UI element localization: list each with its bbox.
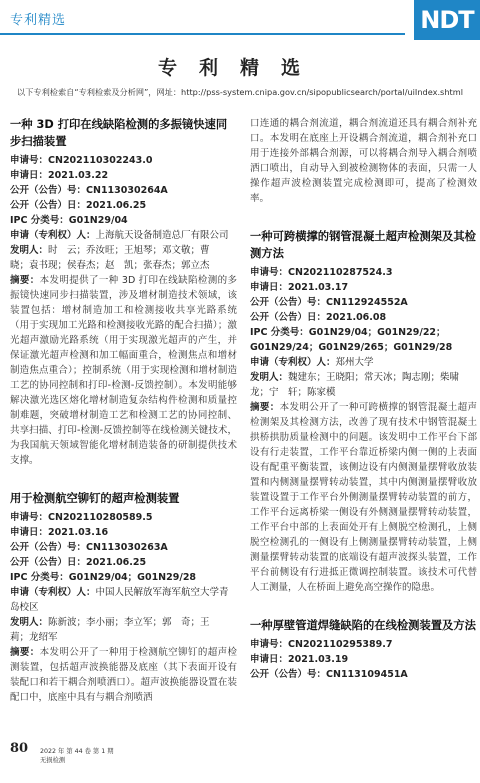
abstract-continuation: 口连通的耦合剂流道，耦合剂流道还具有耦合剂补充口。本发明在底座上开设耦合剂流道，耦合剂补充口用于连接外部耦合剂源，可以将耦合剂导入耦合剂喷洒口喷出，自动导入到被检测物体的表面，只需一人操作超声波检测装置完成检测即可，提高了检测效率。 [250,118,477,204]
patent-entry [10,116,237,468]
field-ipc: IPC 分类号：G01N29/04；G01N29/22；G01N29/24；G01N29/265；G01N29/28 [250,327,453,353]
patent-title: 一种 3D 打印在线缺陷检测的多振镜快速同步扫描装置 [10,118,228,148]
patent-entry [250,617,477,682]
field-publication-number: 公开（公告）号：CN113030263A [10,542,168,553]
source-note: 以下专利检索自“专利检索及分析网”，网址：http://pss-system.cnipa.gov.cn/sipopublicsearch/portal/uiIndex.shtml [17,87,463,97]
field-application-date: 申请日：2021.03.17 [250,282,349,293]
field-ipc: IPC 分类号：G01N29/04 [10,215,128,226]
field-application-number: 申请号：CN202110295389.7 [250,639,393,650]
left-column [10,116,237,727]
field-application-date: 申请日：2021.03.22 [10,170,109,181]
field-applicant: 申请（专利权）人：中国人民解放军海军航空大学青岛校区 [10,587,229,613]
patent-title: 一种厚壁管道焊缝缺陷的在线检测装置及方法 [250,619,476,632]
patent-title: 用于检测航空铆钉的超声检测装置 [10,492,180,505]
field-application-number: 申请号：CN202110302243.0 [10,155,153,166]
field-application-number: 申请号：CN202110287524.3 [250,267,393,278]
section-tag: 专利精选 [10,13,67,28]
field-publication-number: 公开（公告）号：CN112924552A [250,297,408,308]
field-application-number: 申请号：CN202110280589.5 [10,512,153,523]
patent-abstract: 摘要：本发明公开了一种用于检测航空铆钉的超声检测装置，包括超声波换能器及底座（其下表面开设有装配口和若干耦合剂喷洒口）。超声波换能器设置在装配口中，底座中具有与耦合剂喷洒 [10,647,237,703]
field-applicant: 申请（专利权）人：郑州大学 [250,357,374,368]
issue-line: 2022 年 第 44 卷 第 1 期 [40,748,114,755]
patent-title: 一种可跨横撑的钢管混凝土超声检测架及其检测方法 [250,230,476,260]
patent-entry [250,228,477,595]
field-publication-date: 公开（公告）日：2021.06.25 [10,557,147,568]
page-title: 专利精选 [157,57,322,79]
field-application-date: 申请日：2021.03.16 [10,527,109,538]
right-column [250,116,477,704]
field-applicant: 申请（专利权）人：上海航天设备制造总厂有限公司 [10,230,229,241]
field-inventors: 发明人：魏建东；王晓阳；常天冰；陶志刚；柴啸龙；宁 轩；陈家模 [250,372,460,398]
header-rule [0,33,405,35]
field-inventors: 发明人：时 云；乔汝旺；王旭琴；邓文敬；曹 晓；袁书现；侯春杰；赵 凯；张春杰；郭立杰 [10,245,220,271]
issue-info [40,747,114,765]
field-publication-date: 公开（公告）日：2021.06.25 [10,200,147,211]
field-publication-date: 公开（公告）日：2021.06.08 [250,312,387,323]
patent-entry [10,490,237,705]
field-application-date: 申请日：2021.03.19 [250,654,349,665]
patent-abstract: 摘要：本发明提供了一种 3D 打印在线缺陷检测的多振镜快速同步扫描装置，涉及增材制造技术领域，该装置包括：增材制造加工和检测接收共享光路系统（用于实现加工光路和检测接收光路的配合扫描）；激光超声激励光路系统（用于实现激光超声的产生，并保证激光超声检测和加工幅面重合，检测焦点和增材制造焦点重合）；控制系统（用于实现检测和增材制造工艺的协同控制和打印-检测-反馈控制）。本发明能够解决激光选区熔化增材制造复杂结构件检测和质量控制难题，突破增材制造工艺和检测工艺的协同控制、共享扫描、打印-检测-反馈控制等在线检测关键技术，为我国航天领域智能化增材制造装备的研制提供技术支撑。 [10,275,237,466]
patent-abstract: 摘要：本发明公开了一种可跨横撑的钢管混凝土超声检测架及其检测方法，改善了现有技术中钢管混凝土拱桥拱肋质量检测中的问题。该发明中工作平台下部设有行走装置，工作平台靠近桥梁内侧一侧的上表面设有配重平衡装置，该侧边设有内侧测量摆臂收放装置和内侧测量摆臂转动装置，其中内侧测量摆臂收放装置设置于工作平台外侧测量摆臂转动装置的前方，工作平台远离桥梁一侧设有外侧测量摆臂转动装置，工作平台中部的上表面处开有上侧脱空检测孔，上侧脱空检测孔的一侧设有上侧测量摆臂转动装置，上侧测量摆臂转动装置的底端设有超声波探头装置，工作平台前侧设有行进抵正微调控制装置。该技术可代替人工测量，人在桥面上避免高空操作的隐患。 [250,402,477,593]
journal-name: 无损检测 [40,757,66,764]
field-publication-number: 公开（公告）号：CN113109451A [250,669,408,680]
field-ipc: IPC 分类号：G01N29/04；G01N29/28 [10,572,197,583]
page-number: 80 [10,741,29,756]
field-inventors: 发明人：陈新波；李小丽；李立军；郭 奇；王 莉；龙绍军 [10,617,220,643]
field-publication-number: 公开（公告）号：CN113030264A [10,185,168,196]
journal-logo: NDT [414,0,480,40]
